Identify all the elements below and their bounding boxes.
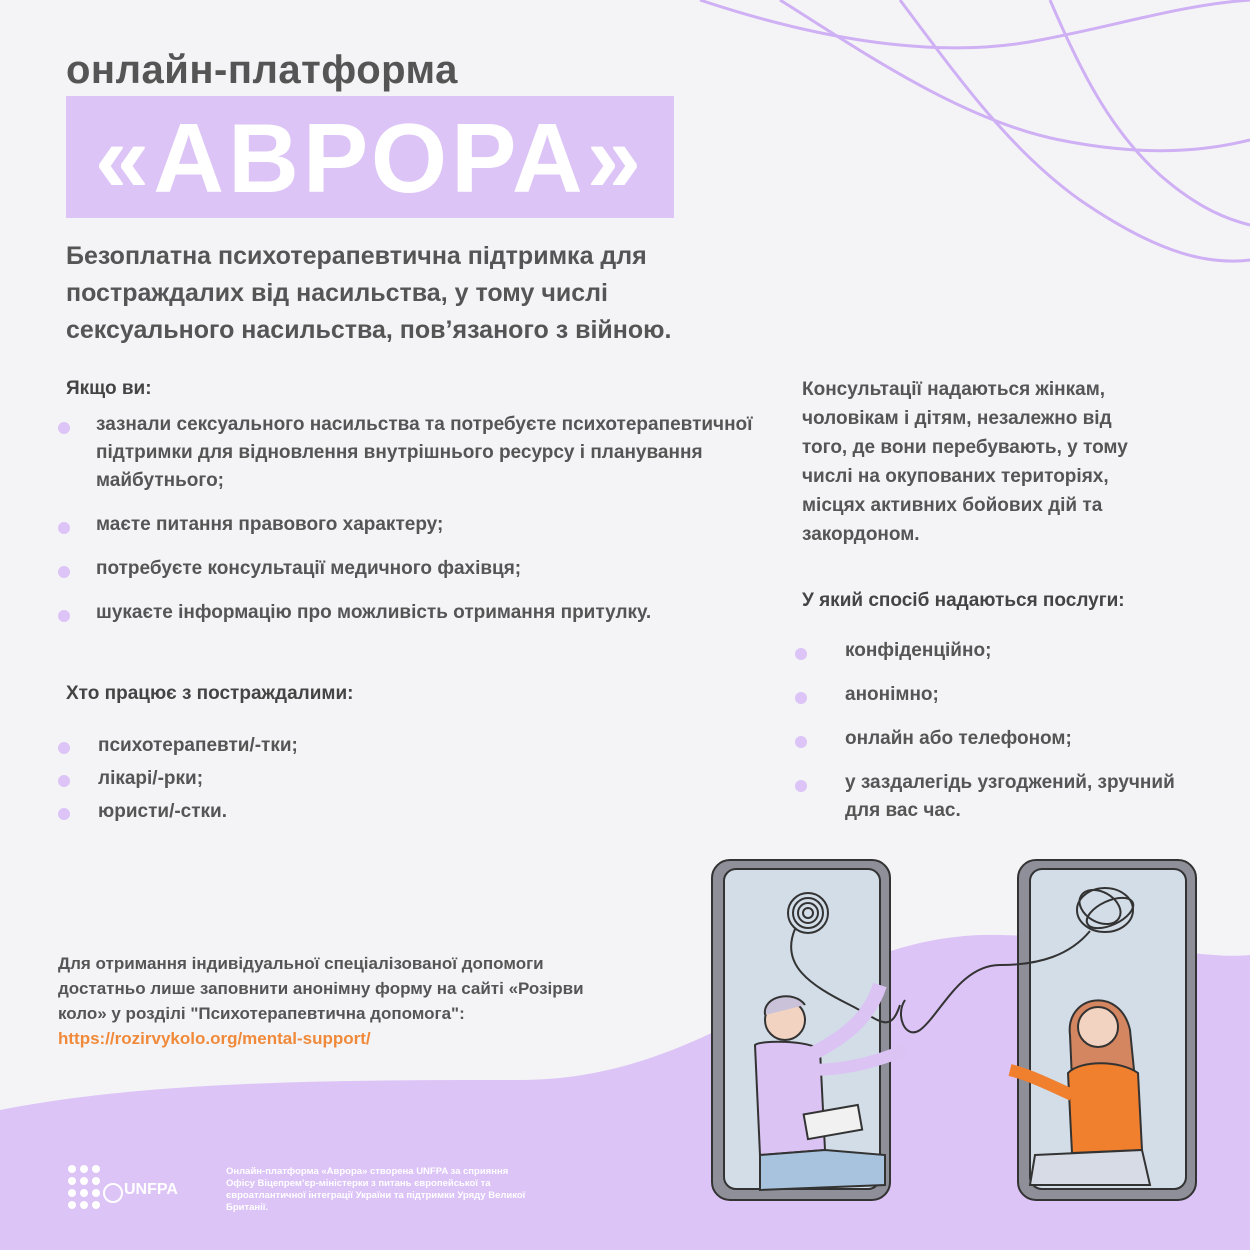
list-item: шукаєте інформацію про можливість отримання притулку. [58,599,758,627]
who-list [58,731,458,830]
list-item: онлайн або телефоном; [795,725,1195,753]
unfpa-logo-text: UNFPA [124,1181,178,1198]
list-item: у заздалегідь узгоджений, зручний для вас час. [795,769,1195,825]
help-description: Для отримання індивідуальної спеціалізованої допомоги достатньо лише заповнити анонімну форму на сайті «Розірви коло» у розділі "Психотерапевтична допомога": [58,954,584,1023]
help-text [58,951,618,1051]
ways-heading: У який спосіб надаються послуги: [802,590,1125,611]
top-line-3 [900,0,1250,261]
list-item: анонімно; [795,681,1195,709]
credits-text: Онлайн-платформа «Аврора» створена UNFPA за сприяння Офісу Віцепрем’єр-міністерки з питань європейської та євроатлантичної інтеграції України та підтримки Уряду Великої Британії. [226,1166,526,1213]
pre-title: онлайн-платформа [66,48,458,92]
page-title: «АВРОРА» [94,103,646,213]
top-line-1 [700,0,1250,48]
top-line-2 [780,0,1250,151]
if-list [58,411,758,643]
ways-list [795,637,1195,841]
top-line-4 [1050,0,1250,225]
list-item: юристи/-стки. [58,797,458,827]
who-heading: Хто працює з постраждалими: [66,683,354,704]
phones-illustration [700,855,1200,1215]
list-item: конфіденційно; [795,637,1195,665]
support-link[interactable]: https://rozirvykolo.org/mental-support/ [58,1029,371,1048]
list-item: лікарі/-рки; [58,764,458,794]
list-item: маєте питання правового характеру; [58,511,758,539]
list-item: психотерапевти/-тки; [58,731,458,761]
consult-text: Консультації надаються жінкам, чоловікам і дітям, незалежно від того, де вони перебувають, у тому числі на окупованих територіях, місцях активних бойових дій та закордоном. [802,379,1128,545]
if-heading: Якщо ви: [66,378,152,399]
subtitle: Безоплатна психотерапевтична підтримка для постраждалих від насильства, у тому числі сексуального насильства, пов’язаного з війною. [66,242,672,344]
list-item: потребуєте консультації медичного фахівця; [58,555,758,583]
list-item: зазнали сексуального насильства та потребуєте психотерапевтичної підтримки для відновлення внутрішнього ресурсу і планування майбутнього; [58,411,758,495]
